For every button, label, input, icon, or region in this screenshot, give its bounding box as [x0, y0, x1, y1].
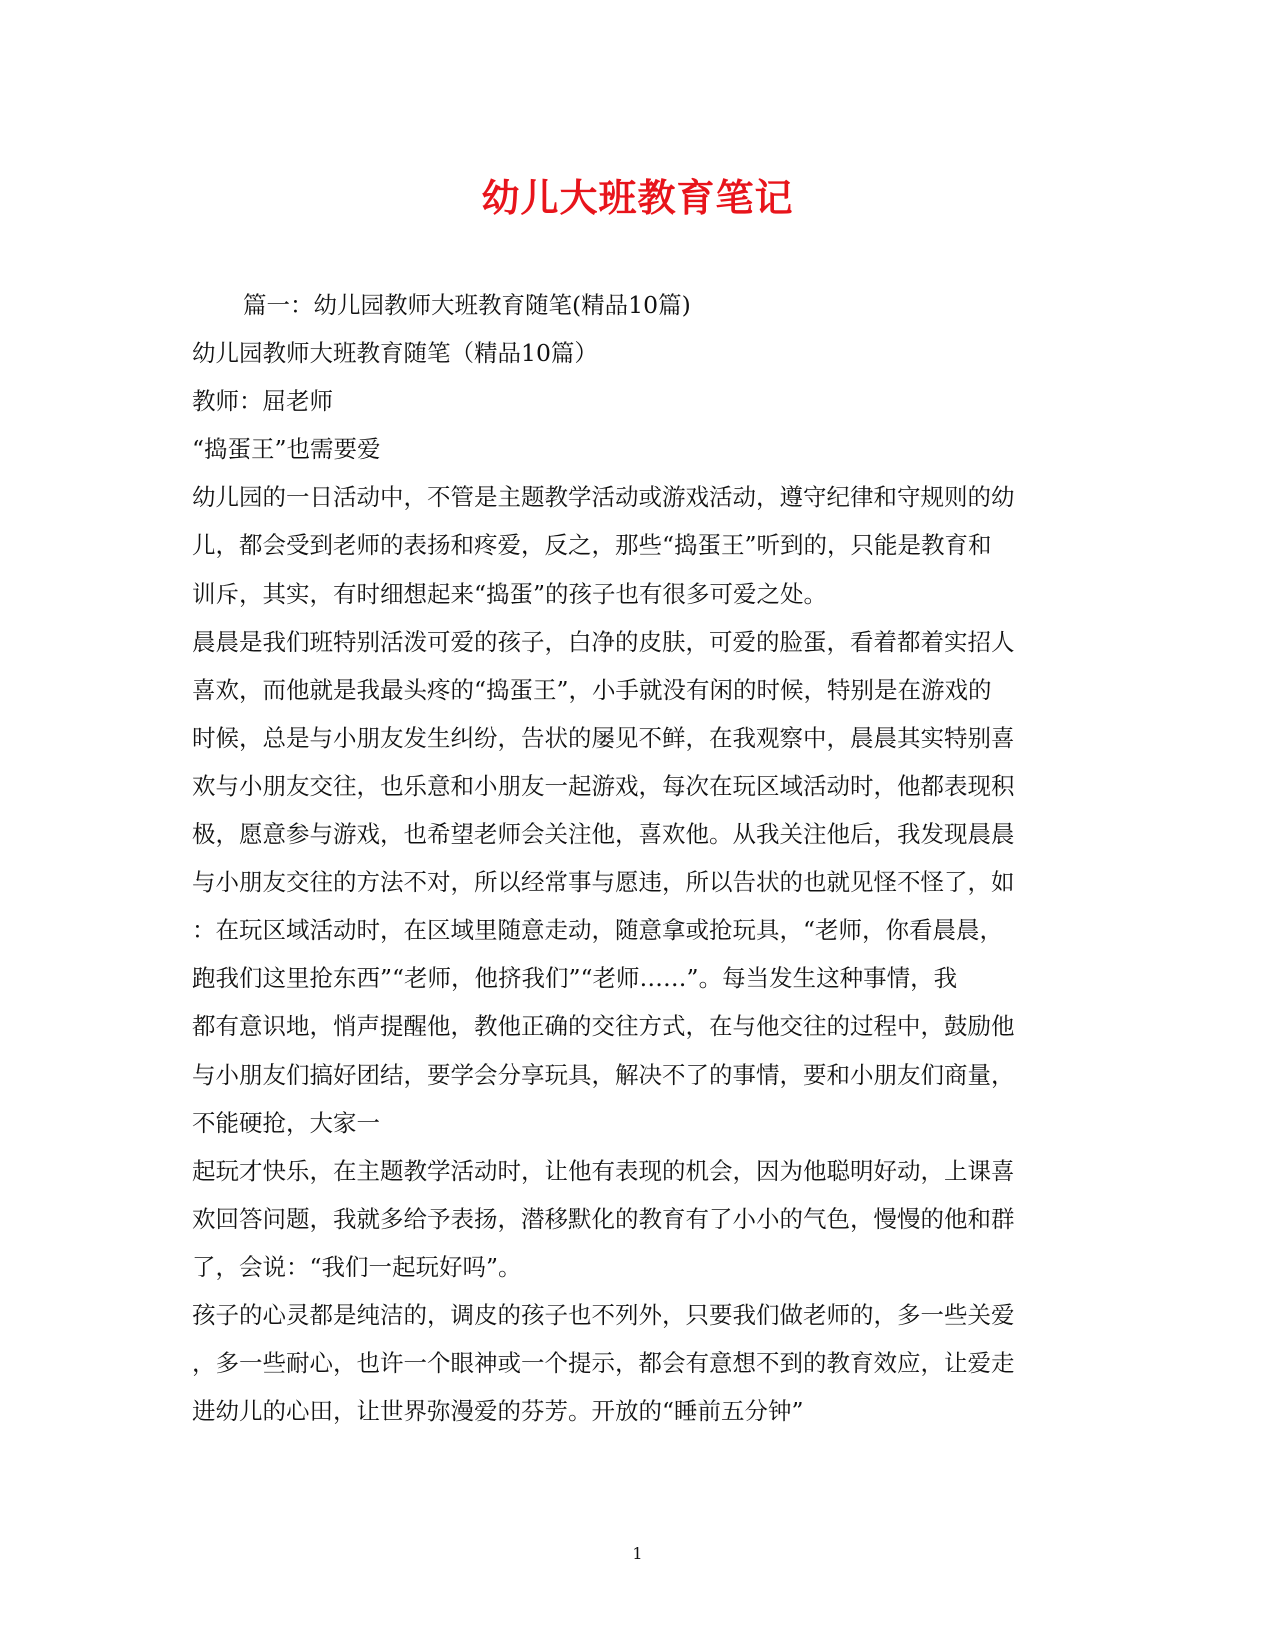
text-line: 了，会说：“我们一起玩好吗”。: [192, 1252, 522, 1281]
author-line: 教师：屈老师: [192, 387, 333, 416]
text-line: 进幼儿的心田，让世界弥漫爱的芬芳。开放的“睡前五分钟”: [192, 1397, 804, 1426]
text-line: 极，愿意参与游戏，也希望老师会关注他，喜欢他。从我关注他后，我发现晨晨: [192, 820, 1015, 849]
text-line: 欢与小朋友交往，也乐意和小朋友一起游戏，每次在玩区域活动时，他都表现积: [192, 771, 1015, 800]
text-line: 喜欢，而他就是我最头疼的“捣蛋王”，小手就没有闲的时候，特别是在游戏的: [192, 675, 992, 704]
text-line: 起玩才快乐，在主题教学活动时，让他有表现的机会，因为他聪明好动，上课喜: [192, 1156, 1015, 1185]
document-body: [192, 281, 1072, 1435]
article-title: 幼儿园教师大班教育随笔（精品10篇）: [192, 339, 598, 368]
text-line: 不能硬抢，大家一: [192, 1108, 380, 1137]
text-line: 欢回答问题，我就多给予表扬，潜移默化的教育有了小小的气色，慢慢的他和群: [192, 1204, 1015, 1233]
text-line: 孩子的心灵都是纯洁的，调皮的孩子也不列外，只要我们做老师的，多一些关爱: [192, 1300, 1015, 1329]
document-title: 幼儿大班教育笔记: [481, 175, 794, 220]
text-line: 训斥，其实，有时细想起来“捣蛋”的孩子也有很多可爱之处。: [192, 579, 828, 608]
text-line: 都有意识地，悄声提醒他，教他正确的交往方式，在与他交往的过程中，鼓励他: [192, 1012, 1015, 1041]
text-line: ，多一些耐心，也许一个眼神或一个提示，都会有意想不到的教育效应，让爱走: [192, 1349, 1015, 1378]
text-line: ：在玩区域活动时，在区域里随意走动，随意拿或抢玩具，“老师，你看晨晨，: [192, 916, 1004, 945]
text-line: 与小朋友交往的方法不对，所以经常事与愿违，所以告状的也就见怪不怪了，如: [192, 868, 1015, 897]
text-line: 时候，总是与小朋友发生纠纷，告状的屡见不鲜，在我观察中，晨晨其实特别喜: [192, 723, 1015, 752]
section-heading: 篇一：幼儿园教师大班教育随笔(精品10篇): [243, 291, 691, 319]
text-line: 与小朋友们搞好团结，要学会分享玩具，解决不了的事情，要和小朋友们商量，: [192, 1060, 1015, 1089]
text-line: 跑我们这里抢东西”“老师，他挤我们”“老师……”。每当发生这种事情，我: [192, 964, 958, 993]
essay-title: “捣蛋王”也需要爱: [192, 435, 381, 464]
page-number: 1: [632, 1544, 643, 1563]
text-line: 晨晨是我们班特别活泼可爱的孩子，白净的皮肤，可爱的脸蛋，看着都着实招人: [192, 627, 1015, 656]
text-line: 幼儿园的一日活动中，不管是主题教学活动或游戏活动，遵守纪律和守规则的幼: [192, 483, 1015, 512]
text-line: 儿，都会受到老师的表扬和疼爱，反之，那些“捣蛋王”听到的，只能是教育和: [192, 531, 992, 560]
